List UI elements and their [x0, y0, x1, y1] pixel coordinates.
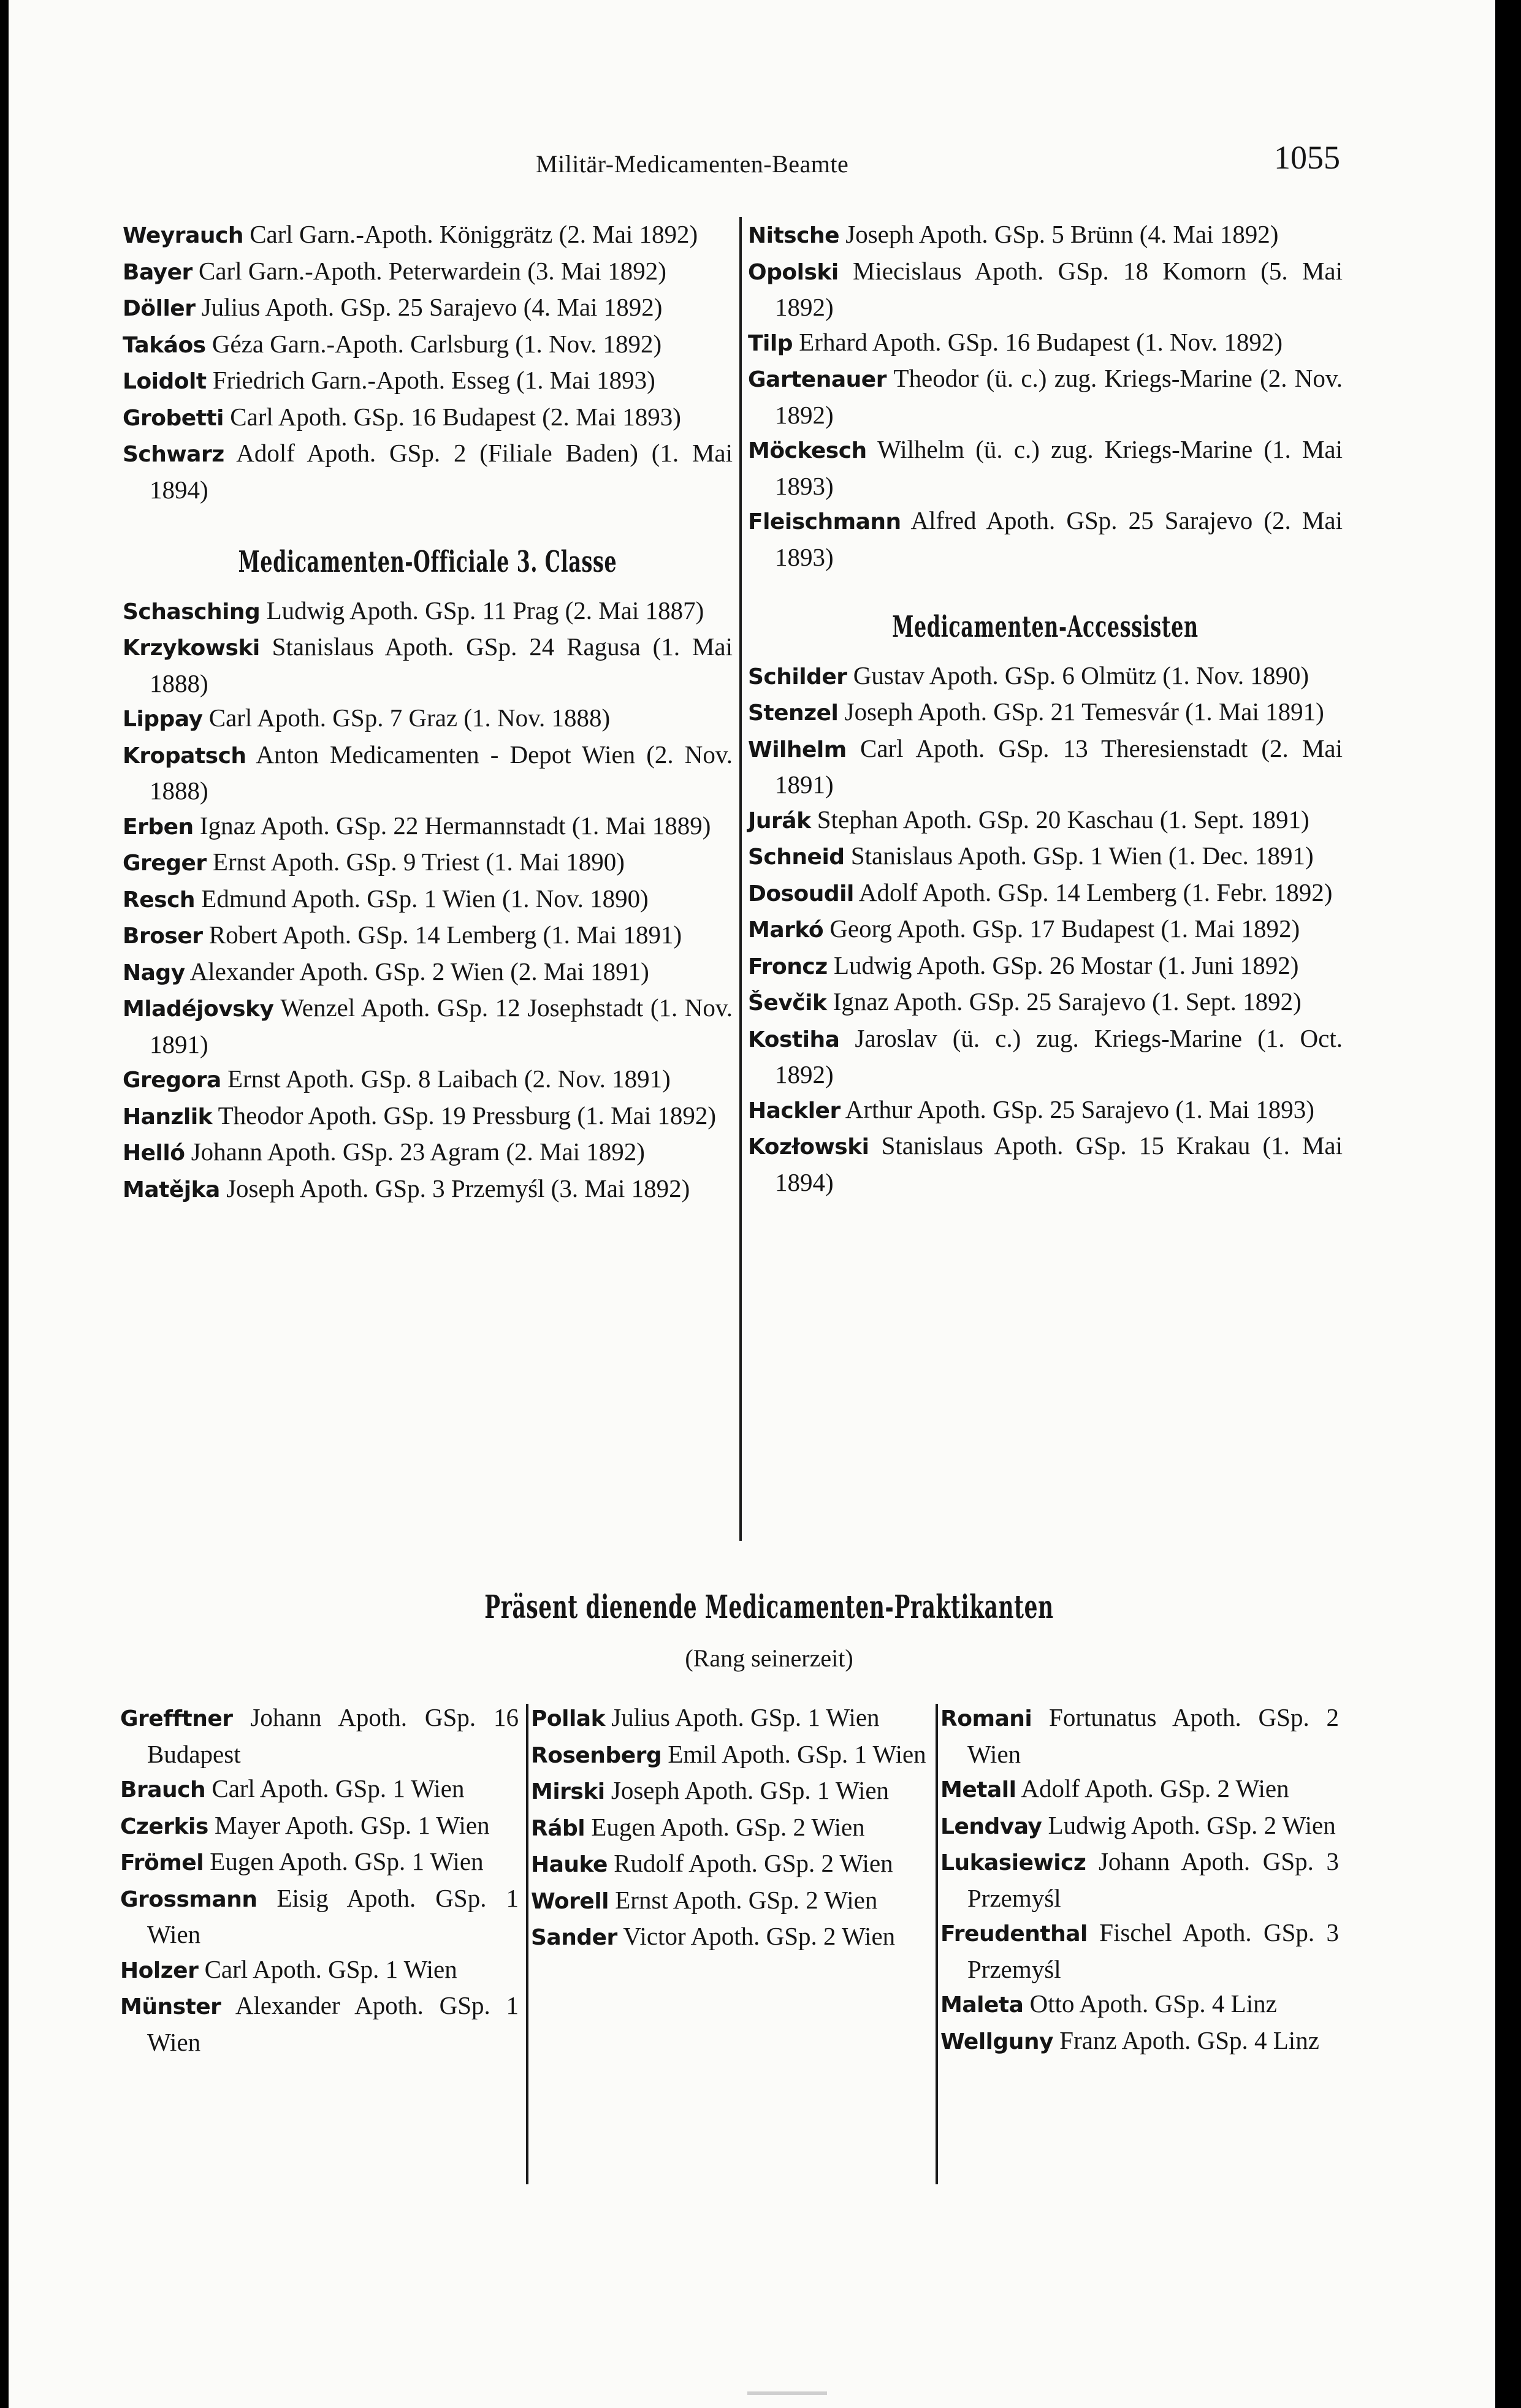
- entry-surname: Lendvay: [940, 1814, 1042, 1839]
- list-entry: [120, 1844, 519, 1881]
- entry-surname: Hauke: [531, 1852, 608, 1877]
- list-entry: [123, 290, 733, 327]
- entry-details: Ernst Apoth. GSp. 2 Wien: [615, 1885, 878, 1914]
- entry-details: Adolf Apoth. GSp. 2 Wien: [1021, 1774, 1289, 1802]
- list-entry: [123, 1062, 733, 1098]
- entry-details: Stephan Apoth. GSp. 20 Kaschau (1. Sept. 1891): [817, 805, 1309, 834]
- entry-surname: Takáos: [123, 332, 206, 358]
- entry-details: Rudolf Apoth. GSp. 2 Wien: [614, 1849, 893, 1877]
- entry-surname: Gregora: [123, 1068, 221, 1093]
- entry-surname: Sander: [531, 1925, 617, 1950]
- list-entry: [748, 503, 1343, 574]
- list-entry: [120, 1771, 519, 1808]
- entry-details: Edmund Apoth. GSp. 1 Wien (1. Nov. 1890): [201, 884, 649, 913]
- paper-sheet: [9, 0, 1495, 2408]
- list-entry: [123, 990, 733, 1062]
- entry-surname: Markó: [748, 917, 824, 943]
- entry-surname: Freudenthal: [940, 1921, 1088, 1947]
- running-head: Militär-Medicamenten-Beamte: [536, 150, 849, 178]
- entry-surname: Schwarz: [123, 442, 224, 467]
- list-entry: [123, 593, 733, 630]
- praktikanten-column-1: [120, 1700, 519, 2059]
- entry-details: Alexander Apoth. GSp. 2 Wien (2. Mai 1891): [189, 957, 649, 986]
- entry-details: Alfred Apoth. GSp. 25 Sarajevo (2. Mai 1893): [775, 506, 1343, 571]
- entry-surname: Holzer: [120, 1958, 199, 1983]
- list-entry: [123, 1171, 733, 1208]
- entry-details: Ernst Apoth. GSp. 8 Laibach (2. Nov. 1891): [227, 1065, 671, 1093]
- list-entry: [748, 217, 1343, 254]
- list-entry: [940, 1771, 1339, 1808]
- list-entry: [940, 1844, 1339, 1915]
- lower-divider-1: [526, 1704, 528, 2184]
- praktikanten-list-2: [531, 1700, 928, 1956]
- entry-details: Eugen Apoth. GSp. 1 Wien: [210, 1847, 484, 1875]
- entry-surname: Wilhelm: [748, 737, 847, 762]
- list-entry: [123, 254, 733, 291]
- entry-details: Julius Apoth. GSp. 1 Wien: [611, 1703, 880, 1731]
- entry-surname: Frömel: [120, 1850, 204, 1875]
- entry-details: Ernst Apoth. GSp. 9 Triest (1. Mai 1890): [212, 848, 625, 876]
- entry-details: Wenzel Apoth. GSp. 12 Josephstadt (1. Nov. 1891): [150, 993, 733, 1058]
- entry-details: Arthur Apoth. GSp. 25 Sarajevo (1. Mai 1893): [845, 1095, 1314, 1123]
- list-entry: [748, 254, 1343, 325]
- entry-surname: Stenzel: [748, 701, 839, 726]
- entry-details: Erhard Apoth. GSp. 16 Budapest (1. Nov. 1892): [799, 327, 1283, 356]
- entry-surname: Maleta: [940, 1992, 1024, 2018]
- entry-details: Carl Garn.-Apoth. Königgrätz (2. Mai 1892): [250, 220, 698, 248]
- entry-details: Robert Apoth. GSp. 14 Lemberg (1. Mai 1891): [208, 921, 682, 949]
- list-entry: [123, 917, 733, 954]
- list-entry: [940, 1700, 1339, 1771]
- list-entry: [531, 1773, 928, 1810]
- list-entry: [123, 845, 733, 881]
- entry-surname: Grefftner: [120, 1706, 233, 1731]
- entry-details: Carl Apoth. GSp. 13 Theresienstadt (2. Mai 1891): [775, 734, 1343, 799]
- list-entry: [748, 911, 1343, 948]
- list-entry: [123, 629, 733, 701]
- list-entry: [748, 984, 1343, 1021]
- list-entry: [123, 1134, 733, 1171]
- entry-surname: Opolski: [748, 259, 839, 285]
- entry-surname: Helló: [123, 1141, 185, 1166]
- list-entry: [120, 1808, 519, 1845]
- entry-surname: Pollak: [531, 1706, 606, 1731]
- praktikanten-list-1: [120, 1700, 519, 2059]
- entry-details: Ludwig Apoth. GSp. 2 Wien: [1048, 1810, 1336, 1839]
- entry-details: Carl Apoth. GSp. 1 Wien: [204, 1954, 457, 1983]
- list-entry: [531, 1883, 928, 1920]
- entry-details: Wilhelm (ü. c.) zug. Kriegs-Marine (1. Mai 1893): [775, 435, 1343, 500]
- list-entry: [748, 948, 1343, 985]
- entry-surname: Kozłowski: [748, 1134, 869, 1160]
- list-entry: [123, 954, 733, 991]
- list-entry: [123, 217, 733, 254]
- entry-details: Emil Apoth. GSp. 1 Wien: [668, 1739, 926, 1768]
- entry-surname: Fleischmann: [748, 509, 901, 534]
- officiale-heading: Medicamenten-Officiale 3. Classe: [238, 545, 617, 579]
- entry-surname: Resch: [123, 887, 196, 913]
- page-number: 1055: [1274, 139, 1340, 176]
- entry-surname: Tilp: [748, 330, 793, 356]
- upper-right-column: [748, 217, 1343, 1199]
- list-entry: [748, 325, 1343, 362]
- list-entry: [123, 808, 733, 845]
- praktikanten-list-3: [940, 1700, 1339, 2059]
- entry-details: Ludwig Apoth. GSp. 26 Mostar (1. Juni 1892): [833, 951, 1299, 979]
- list-entry: [940, 1986, 1339, 2023]
- upper-left-column: [123, 217, 733, 1207]
- list-entry: [531, 1737, 928, 1774]
- entry-details: Eugen Apoth. GSp. 2 Wien: [591, 1812, 865, 1841]
- entry-surname: Grossmann: [120, 1886, 257, 1912]
- entry-surname: Lukasiewicz: [940, 1850, 1086, 1875]
- entry-surname: Mladéjovsky: [123, 997, 274, 1022]
- entry-surname: Froncz: [748, 954, 828, 979]
- entry-details: Adolf Apoth. GSp. 2 (Filiale Baden) (1. Mai 1894): [150, 439, 733, 504]
- entry-surname: Kostiha: [748, 1027, 840, 1052]
- entry-details: Joseph Apoth. GSp. 21 Temesvár (1. Mai 1891): [844, 697, 1324, 726]
- entry-surname: Schilder: [748, 664, 847, 689]
- officiale-list: [123, 593, 733, 1208]
- entry-details: Johann Apoth. GSp. 16 Budapest: [147, 1703, 519, 1768]
- entry-details: Anton Medicamenten - Depot Wien (2. Nov. 1888): [150, 740, 733, 805]
- entry-surname: Rábl: [531, 1815, 585, 1841]
- list-entry: [748, 361, 1343, 432]
- scan-mark: [747, 2391, 827, 2395]
- list-entry: [120, 1988, 519, 2059]
- list-entry: [531, 1919, 928, 1956]
- list-entry: [748, 694, 1343, 731]
- entry-surname: Brauch: [120, 1777, 206, 1802]
- lower-divider-2: [936, 1704, 938, 2184]
- entry-details: Johann Apoth. GSp. 3 Przemyśl: [967, 1847, 1339, 1912]
- list-entry: [748, 658, 1343, 695]
- entry-surname: Erben: [123, 814, 194, 840]
- entry-surname: Schneid: [748, 845, 845, 870]
- list-entry: [748, 1021, 1343, 1092]
- entry-details: Stanislaus Apoth. GSp. 15 Krakau (1. Mai 1894): [775, 1131, 1343, 1196]
- list-entry: [940, 1915, 1339, 1986]
- accessisten-heading: Medicamenten-Accessisten: [892, 610, 1199, 644]
- entry-details: Victor Apoth. GSp. 2 Wien: [623, 1922, 896, 1950]
- list-entry: [120, 1952, 519, 1989]
- entry-surname: Nitsche: [748, 223, 839, 248]
- entry-surname: Hanzlik: [123, 1104, 213, 1130]
- accessisten-list: [748, 658, 1343, 1200]
- entry-surname: Broser: [123, 924, 203, 949]
- entry-surname: Dosoudil: [748, 881, 854, 906]
- list-entry: [120, 1700, 519, 1771]
- entry-details: Ludwig Apoth. GSp. 11 Prag (2. Mai 1887): [266, 596, 704, 625]
- entry-surname: Czerkis: [120, 1814, 208, 1839]
- list-entry: [940, 1808, 1339, 1845]
- entry-surname: Döller: [123, 296, 196, 321]
- list-entry: [531, 1810, 928, 1847]
- praktikanten-column-2: [531, 1700, 928, 1956]
- entry-surname: Ševčik: [748, 990, 827, 1016]
- entry-details: Friedrich Garn.-Apoth. Esseg (1. Mai 1893): [212, 366, 655, 394]
- top-right-list: [748, 217, 1343, 574]
- entry-details: Otto Apoth. GSp. 4 Linz: [1029, 1989, 1277, 2018]
- list-entry: [123, 1098, 733, 1135]
- list-entry: [120, 1881, 519, 1952]
- entry-surname: Wellguny: [940, 2029, 1054, 2054]
- list-entry: [940, 2023, 1339, 2060]
- entry-surname: Schasching: [123, 599, 261, 625]
- list-entry: [531, 1700, 928, 1737]
- entry-details: Miecislaus Apoth. GSp. 18 Komorn (5. Mai 1892): [775, 256, 1343, 321]
- list-entry: [748, 875, 1343, 912]
- entry-surname: Bayer: [123, 259, 193, 285]
- entry-surname: Kropatsch: [123, 743, 246, 769]
- entry-surname: Greger: [123, 851, 207, 876]
- praktikanten-heading: Präsent dienende Medicamenten-Praktikanten: [484, 1589, 1054, 1626]
- entry-surname: Nagy: [123, 960, 185, 986]
- entry-details: Julius Apoth. GSp. 25 Sarajevo (4. Mai 1892): [201, 293, 663, 321]
- entry-surname: Loidolt: [123, 369, 207, 394]
- entry-details: Joseph Apoth. GSp. 1 Wien: [611, 1776, 890, 1804]
- top-left-list: [123, 217, 733, 507]
- list-entry: [748, 1092, 1343, 1129]
- entry-surname: Lippay: [123, 707, 203, 732]
- list-entry: [123, 701, 733, 737]
- praktikanten-column-3: [940, 1700, 1339, 2059]
- entry-surname: Hackler: [748, 1098, 841, 1123]
- entry-details: Theodor (ü. c.) zug. Kriegs-Marine (2. Nov. 1892): [775, 364, 1343, 429]
- entry-details: Adolf Apoth. GSp. 14 Lemberg (1. Febr. 1892): [858, 878, 1333, 906]
- entry-details: Géza Garn.-Apoth. Carlsburg (1. Nov. 1892): [212, 329, 662, 358]
- list-entry: [748, 731, 1343, 802]
- entry-details: Joseph Apoth. GSp. 3 Przemyśl (3. Mai 1892): [226, 1174, 690, 1202]
- entry-details: Ignaz Apoth. GSp. 25 Sarajevo (1. Sept. 1892): [833, 987, 1302, 1016]
- entry-details: Carl Apoth. GSp. 7 Graz (1. Nov. 1888): [208, 704, 611, 732]
- entry-details: Eisig Apoth. GSp. 1 Wien: [147, 1883, 519, 1948]
- entry-details: Ignaz Apoth. GSp. 22 Hermannstadt (1. Mai 1889): [199, 811, 711, 840]
- entry-surname: Möckesch: [748, 438, 867, 463]
- list-entry: [123, 436, 733, 507]
- entry-surname: Jurák: [748, 808, 811, 834]
- entry-surname: Krzykowski: [123, 636, 260, 661]
- entry-details: Mayer Apoth. GSp. 1 Wien: [215, 1810, 490, 1839]
- entry-details: Alexander Apoth. GSp. 1 Wien: [147, 1991, 519, 2056]
- entry-details: Georg Apoth. GSp. 17 Budapest (1. Mai 1892): [829, 914, 1300, 943]
- entry-details: Fortunatus Apoth. GSp. 2 Wien: [967, 1703, 1340, 1768]
- entry-surname: Grobetti: [123, 405, 224, 431]
- entry-details: Carl Apoth. GSp. 16 Budapest (2. Mai 1893): [230, 402, 681, 431]
- entry-details: Carl Garn.-Apoth. Peterwardein (3. Mai 1892): [199, 256, 666, 285]
- entry-details: Stanislaus Apoth. GSp. 24 Ragusa (1. Mai 1888): [150, 632, 733, 697]
- entry-surname: Rosenberg: [531, 1742, 662, 1768]
- list-entry: [123, 400, 733, 436]
- list-entry: [748, 1128, 1343, 1199]
- entry-surname: Gartenauer: [748, 367, 886, 392]
- entry-details: Carl Apoth. GSp. 1 Wien: [212, 1774, 465, 1802]
- list-entry: [531, 1846, 928, 1883]
- entry-surname: Weyrauch: [123, 223, 243, 248]
- entry-surname: Mirski: [531, 1779, 605, 1804]
- entry-details: Jaroslav (ü. c.) zug. Kriegs-Marine (1. Oct. 1892): [775, 1024, 1343, 1088]
- entry-surname: Metall: [940, 1777, 1016, 1802]
- list-entry: [123, 737, 733, 808]
- entry-details: Franz Apoth. GSp. 4 Linz: [1059, 2026, 1319, 2054]
- list-entry: [748, 432, 1343, 503]
- entry-details: Joseph Apoth. GSp. 5 Brünn (4. Mai 1892): [845, 220, 1279, 248]
- entry-surname: Romani: [940, 1706, 1032, 1731]
- entry-details: Theodor Apoth. GSp. 19 Pressburg (1. Mai 1892): [218, 1101, 717, 1130]
- entry-surname: Worell: [531, 1888, 609, 1914]
- entry-details: Gustav Apoth. GSp. 6 Olmütz (1. Nov. 1890): [853, 661, 1309, 689]
- entry-details: Fischel Apoth. GSp. 3 Przemyśl: [967, 1918, 1339, 1983]
- entry-details: Johann Apoth. GSp. 23 Agram (2. Mai 1892): [191, 1138, 645, 1166]
- column-divider: [739, 217, 742, 1541]
- list-entry: [123, 881, 733, 918]
- list-entry: [748, 838, 1343, 875]
- entry-surname: Matějka: [123, 1177, 220, 1202]
- entry-surname: Münster: [120, 1994, 221, 2019]
- list-entry: [748, 802, 1343, 839]
- entry-details: Stanislaus Apoth. GSp. 1 Wien (1. Dec. 1891): [850, 841, 1314, 870]
- praktikanten-subtitle: (Rang seinerzeit): [685, 1644, 853, 1672]
- list-entry: [123, 327, 733, 363]
- list-entry: [123, 363, 733, 400]
